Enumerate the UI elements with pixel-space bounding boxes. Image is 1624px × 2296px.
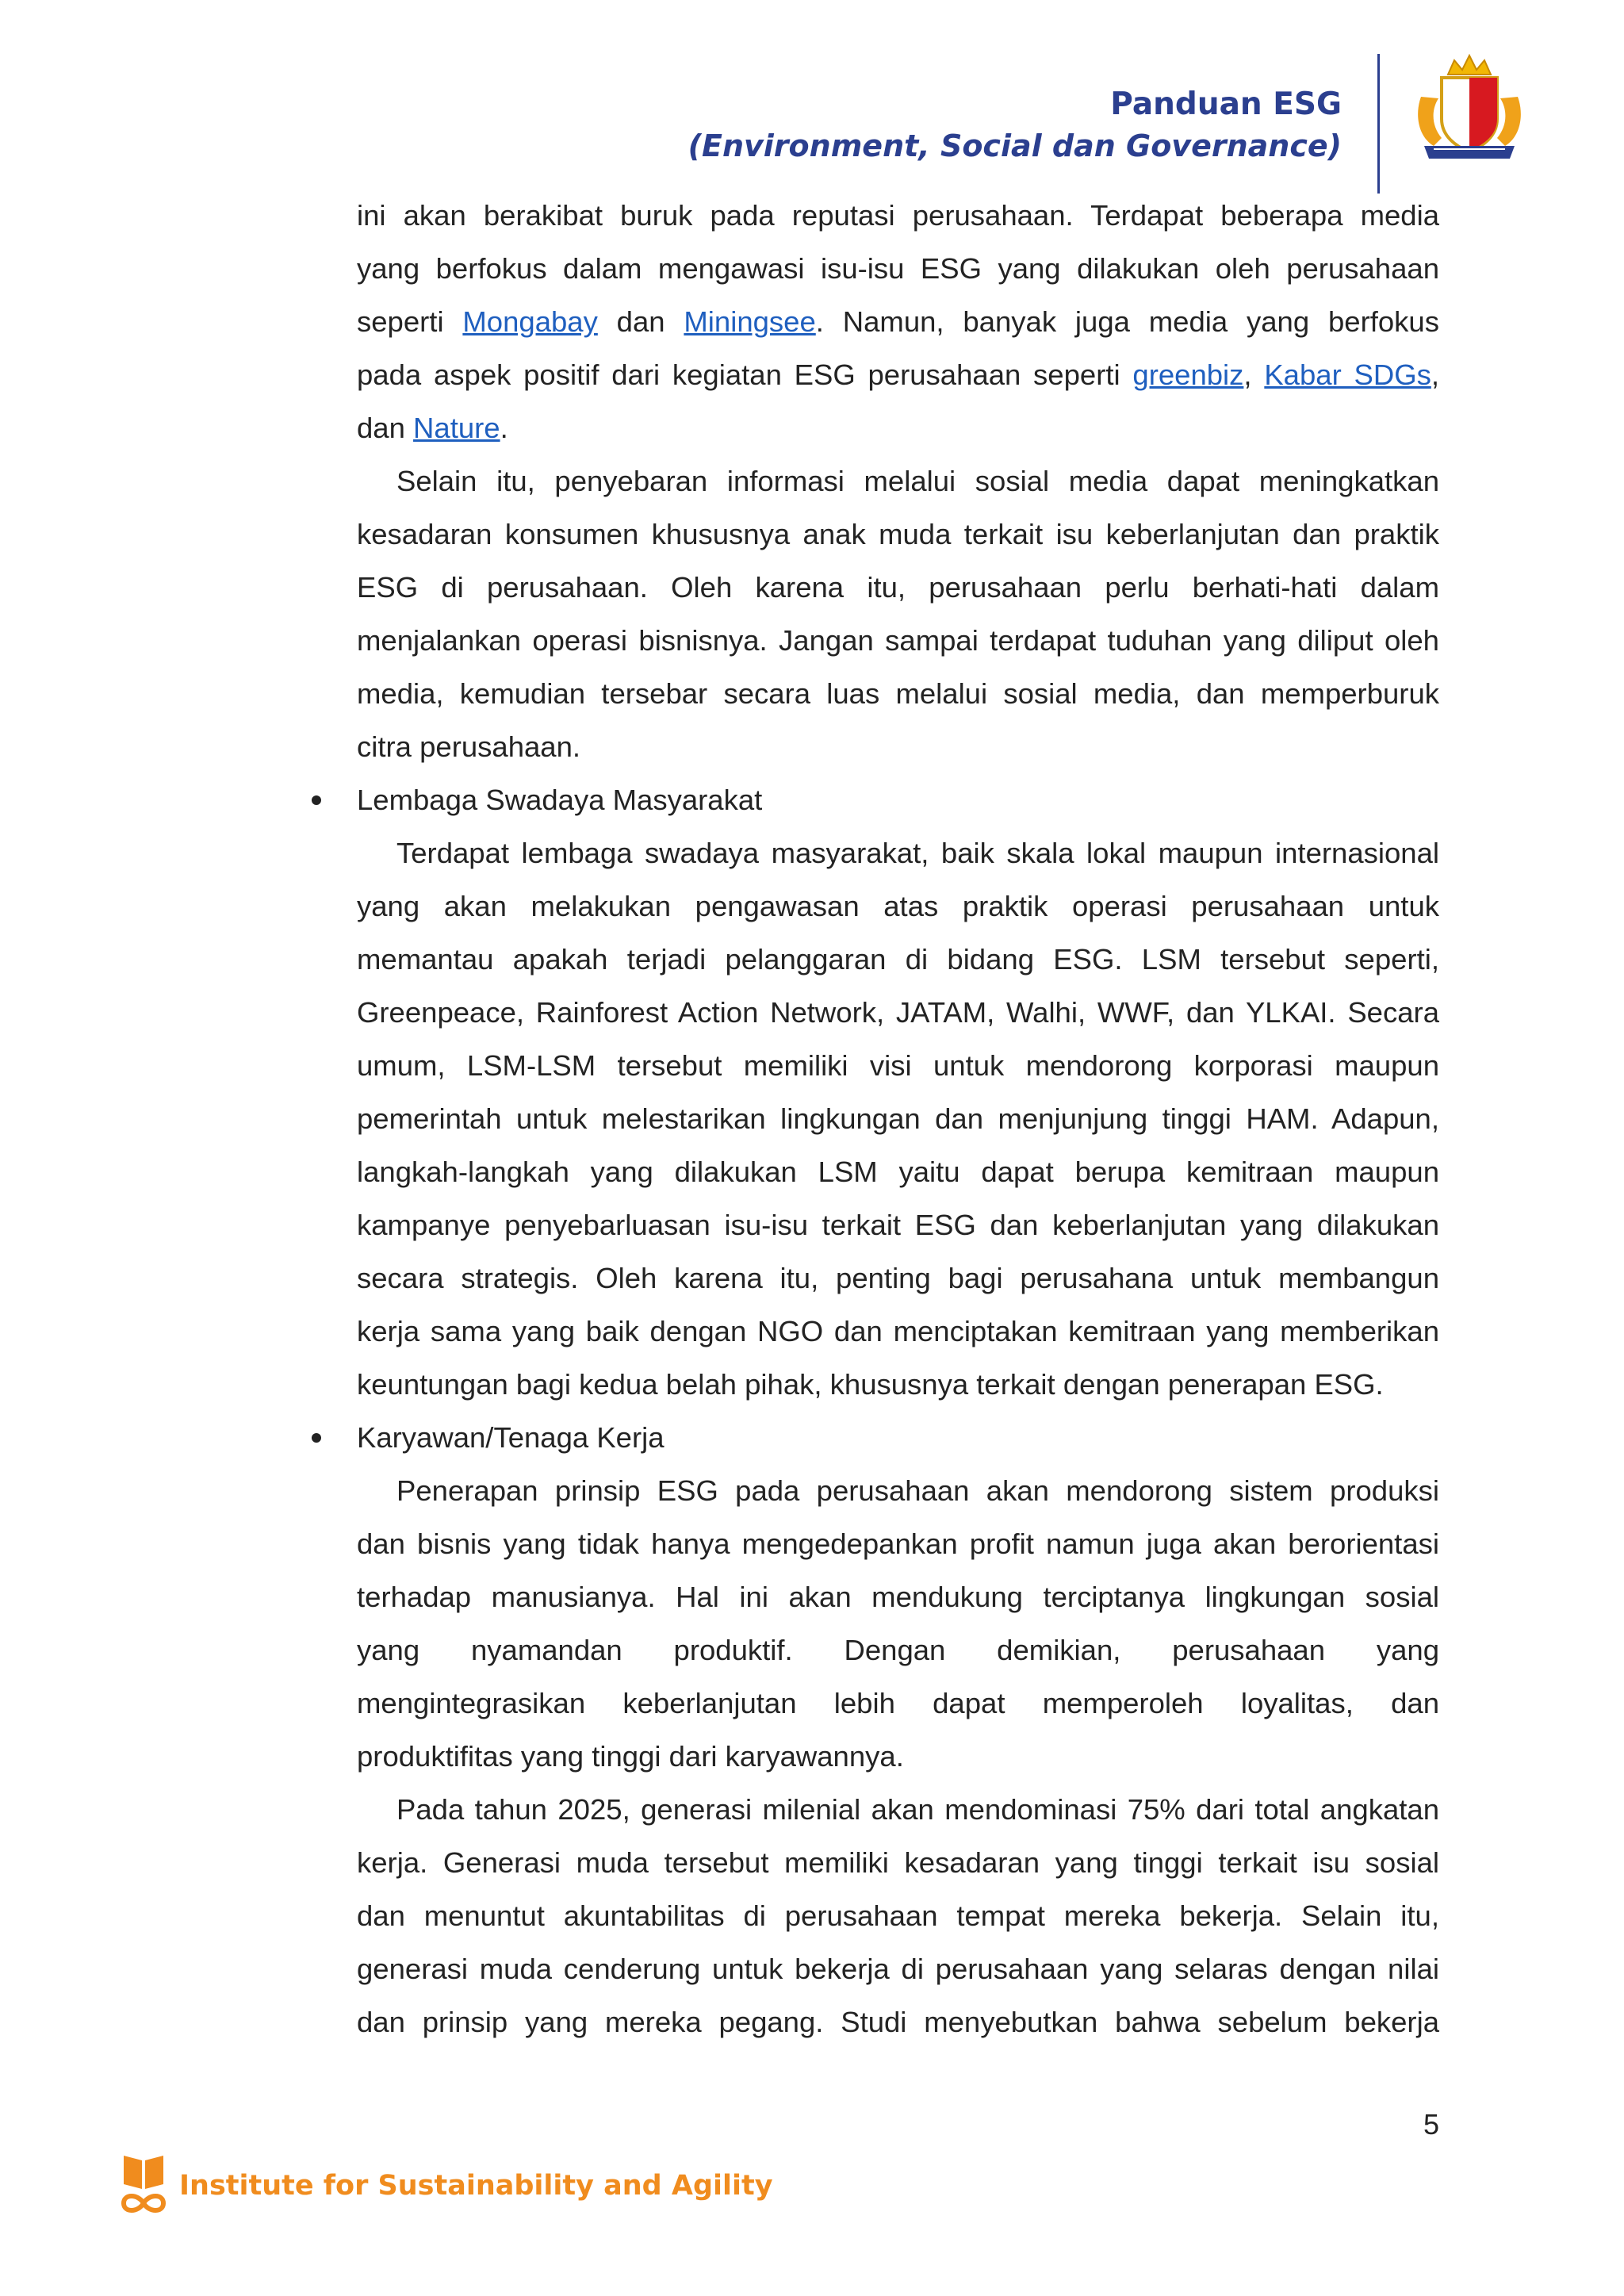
link-kabar-sdgs[interactable]: Kabar SDGs	[1264, 358, 1431, 391]
text-line: umum, LSM-LSM tersebut memiliki visi untuk mendorong korporasi maupun	[357, 1049, 1439, 1082]
text-line	[357, 1623, 1439, 1677]
text-line: dan menuntut akuntabilitas di perusahaan tempat mereka bekerja. Selain itu,	[357, 1899, 1439, 1932]
text-segment: dan	[597, 305, 684, 338]
bullet-label: Lembaga Swadaya Masyarakat	[357, 784, 763, 816]
text-line: generasi muda cenderung untuk bekerja di perusahaan yang selaras dengan nilai	[357, 1953, 1439, 1985]
text-line: kesadaran konsumen khususnya anak muda terkait isu keberlanjutan dan praktik	[357, 518, 1439, 550]
text-line: memantau apakah terjadi pelanggaran di bidang ESG. LSM tersebut seperti,	[357, 943, 1439, 976]
link-nature[interactable]: Nature	[413, 412, 500, 444]
text-line: media, kemudian tersebar secara luas melalui sosial media, dan memperburuk	[357, 677, 1439, 710]
text-line	[357, 348, 1439, 401]
text-line: yang akan melakukan pengawasan atas praktik operasi perusahaan untuk	[357, 890, 1439, 922]
text-line: kampanye penyebarluasan isu-isu terkait ESG dan keberlanjutan yang dilakukan	[357, 1209, 1439, 1241]
book-infinity-logo-icon	[117, 2149, 170, 2216]
text-line: kerja. Generasi muda tersebut memiliki kesadaran yang tinggi terkait isu sosial	[357, 1846, 1439, 1879]
crest-logo-icon	[1410, 51, 1529, 170]
link-miningsee[interactable]: Miningsee	[684, 305, 816, 338]
text-line: Greenpeace, Rainforest Action Network, JATAM, Walhi, WWF, dan YLKAI. Secara	[357, 996, 1439, 1029]
text-line: Penerapan prinsip ESG pada perusahaan akan mendorong sistem produksi	[396, 1474, 1439, 1507]
bullet-icon	[312, 795, 321, 805]
text-line: citra perusahaan.	[357, 730, 581, 763]
text-segment: .	[500, 412, 508, 444]
document-body	[357, 189, 1439, 2049]
header-divider	[1377, 54, 1380, 194]
text-line: Selain itu, penyebaran informasi melalui sosial media dapat meningkatkan	[396, 465, 1439, 497]
text-segment: dan	[357, 412, 414, 444]
page-number: 5	[1423, 2108, 1439, 2141]
text-line: ini akan berakibat buruk pada reputasi perusahaan. Terdapat beberapa media	[357, 199, 1439, 232]
footer-org-name: Institute for Sustainability and Agility	[179, 2170, 773, 2202]
text-line: terhadap manusianya. Hal ini akan mendukung terciptanya lingkungan sosial	[357, 1581, 1439, 1613]
text-line: Pada tahun 2025, generasi milenial akan mendominasi 75% dari total angkatan	[396, 1793, 1439, 1826]
text-segment: ,	[1243, 358, 1265, 391]
link-greenbiz[interactable]: greenbiz	[1132, 358, 1244, 391]
text-line: keuntungan bagi kedua belah pihak, khususnya terkait dengan penerapan ESG.	[357, 1368, 1384, 1401]
bullet-label: Karyawan/Tenaga Kerja	[357, 1421, 665, 1454]
text-line: langkah-langkah yang dilakukan LSM yaitu dapat berupa kemitraan maupun	[357, 1156, 1439, 1188]
text-line	[357, 401, 1439, 454]
text-segment: yang nyamandan produktif. Dengan demikian, perusahaan yang	[357, 1634, 1439, 1666]
text-segment: seperti	[357, 305, 463, 338]
text-line: dan bisnis yang tidak hanya mengedepankan profit namun juga akan berorientasi	[357, 1527, 1439, 1560]
header-subtitle: (Environment, Social dan Governance)	[688, 128, 1342, 163]
bullet-icon	[312, 1433, 321, 1443]
text-line: ESG di perusahaan. Oleh karena itu, perusahaan perlu berhati-hati dalam	[357, 571, 1439, 604]
text-line: kerja sama yang baik dengan NGO dan menciptakan kemitraan yang memberikan	[357, 1315, 1439, 1347]
text-line: dan prinsip yang mereka pegang. Studi menyebutkan bahwa sebelum bekerja	[357, 2006, 1439, 2038]
text-line: secara strategis. Oleh karena itu, penting bagi perusahana untuk membangun	[357, 1262, 1439, 1294]
text-line: yang berfokus dalam mengawasi isu-isu ESG yang dilakukan oleh perusahaan	[357, 252, 1439, 285]
bullet-item-karyawan	[357, 1411, 1439, 1464]
header-title: Panduan ESG	[1110, 86, 1342, 122]
text-segment: . Namun, banyak juga media yang berfokus	[815, 305, 1439, 338]
bullet-item-lsm	[357, 773, 1439, 826]
text-segment: ,	[1431, 358, 1439, 391]
text-line: Terdapat lembaga swadaya masyarakat, baik skala lokal maupun internasional	[396, 837, 1439, 869]
text-segment: pada aspek positif dari kegiatan ESG perusahaan seperti	[357, 358, 1133, 391]
link-mongabay[interactable]: Mongabay	[462, 305, 598, 338]
text-line: produktifitas yang tinggi dari karyawannya.	[357, 1740, 904, 1773]
text-line	[357, 295, 1439, 348]
text-line: menjalankan operasi bisnisnya. Jangan sampai terdapat tuduhan yang diliput oleh	[357, 624, 1439, 657]
text-line: pemerintah untuk melestarikan lingkungan dan menjunjung tinggi HAM. Adapun,	[357, 1102, 1439, 1135]
text-line: mengintegrasikan keberlanjutan lebih dapat memperoleh loyalitas, dan	[357, 1687, 1439, 1719]
